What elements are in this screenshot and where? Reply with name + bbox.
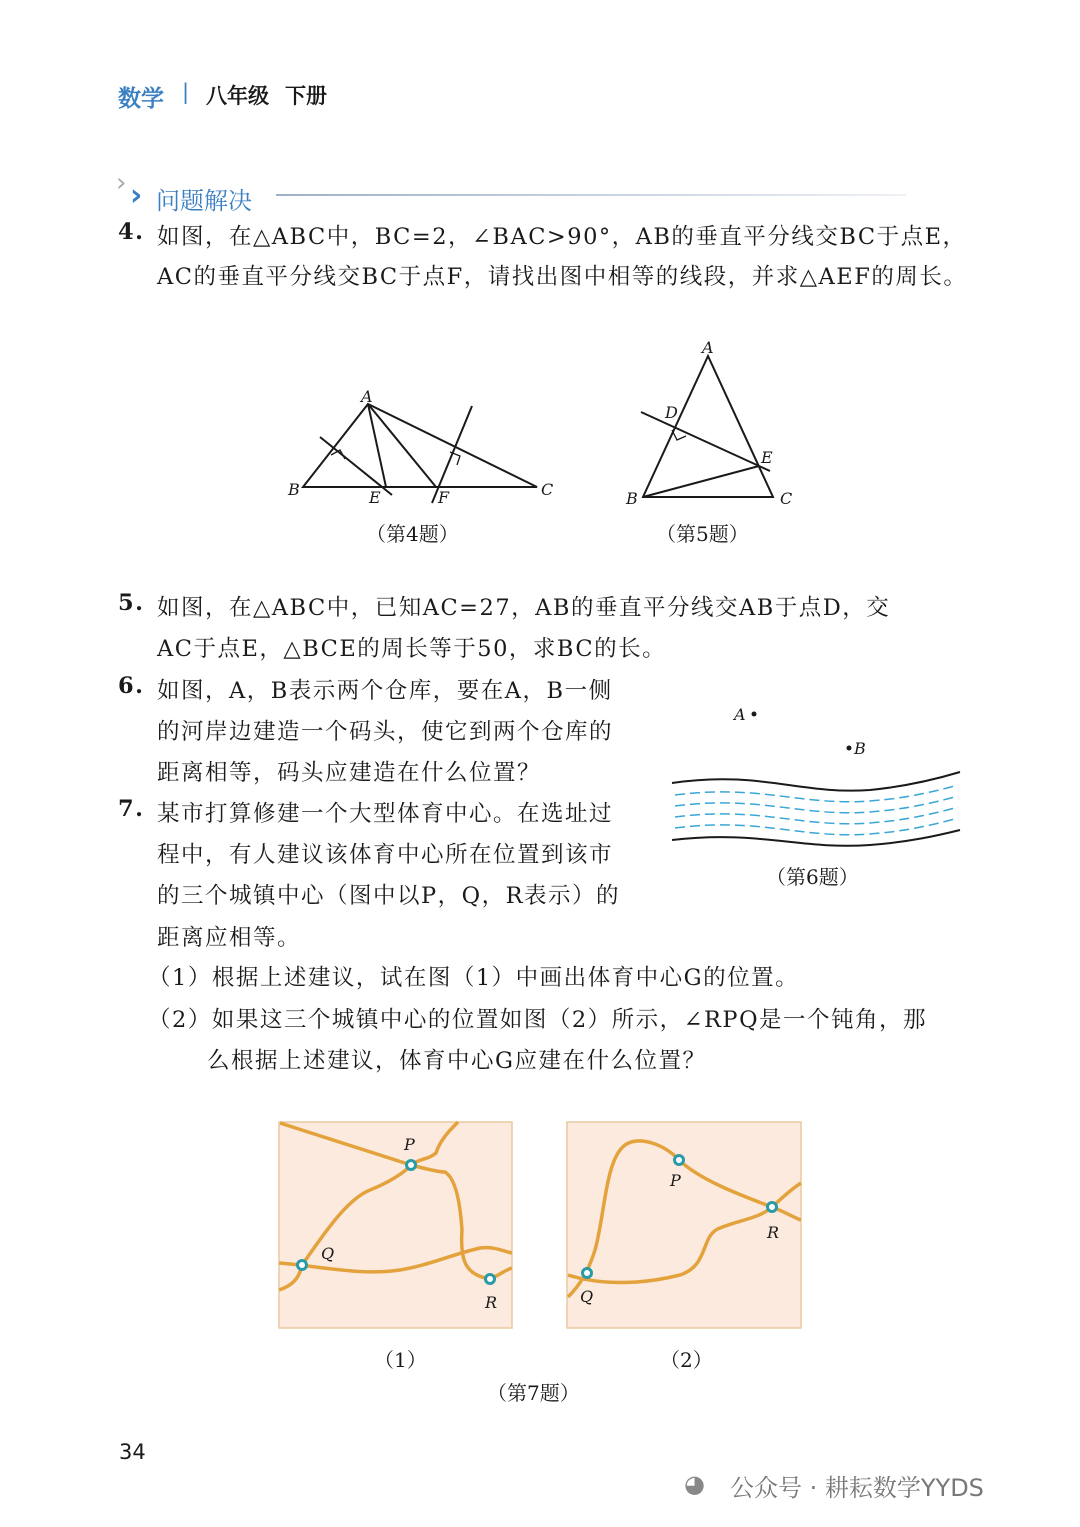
figure-7-map-1 (279, 1122, 512, 1328)
fig4-label-c: C (541, 480, 554, 499)
chevron-right-icon: › (130, 178, 143, 213)
fig7-1-label-q: Q (321, 1244, 335, 1263)
fig7-2-label-p: P (670, 1171, 681, 1190)
q6-line: 的河岸边建造一个码头，使它到两个仓库的 (157, 719, 614, 745)
warehouse-b-point (847, 746, 852, 751)
q7-line: 程中，有人建议该体育中心所在位置到该市 (157, 842, 614, 868)
q5-line: 如图，在△ABC中，已知AC=27，AB的垂直平分线交AB于点D，交 (157, 595, 891, 621)
q7-number: 7. (118, 796, 145, 822)
q6-line: 如图，A，B表示两个仓库，要在A，B一侧 (157, 678, 613, 704)
fig4-caption: （第4题） (366, 522, 459, 546)
q7-sub-question: （1）根据上述建议，试在图（1）中画出体育中心G的位置。 (148, 965, 800, 991)
fig4-label-a: A (361, 387, 373, 406)
fig7-caption: （第7题） (487, 1381, 580, 1405)
q7-sub-question: （2）如果这三个城镇中心的位置如图（2）所示，∠RPQ是一个钝角，那 (148, 1007, 928, 1033)
town-p-marker (675, 1156, 684, 1165)
q7-line: 的三个城镇中心（图中以P，Q，R表示）的 (157, 883, 621, 909)
header-separator: | (182, 80, 190, 104)
fig7-sub1-caption: （1） (374, 1348, 427, 1372)
fig5-label-a: A (702, 338, 714, 357)
fig5-label-e: E (761, 448, 773, 467)
chevron-right-icon: › (116, 168, 127, 198)
page-number: 34 (119, 1440, 146, 1464)
warehouse-a-point (752, 712, 757, 717)
fig4-label-b: B (288, 480, 300, 499)
fig4-label-e: E (369, 488, 381, 507)
figure-6-river (672, 772, 960, 846)
q6-number: 6. (118, 673, 145, 699)
fig7-1-label-p: P (404, 1135, 415, 1154)
fig6-label-a: A (734, 705, 746, 724)
town-q-marker (583, 1269, 592, 1278)
q7-line: 距离应相等。 (157, 925, 302, 951)
wechat-icon: ◕ (684, 1470, 705, 1498)
figure-4 (303, 404, 537, 503)
fig6-caption: （第6题） (766, 865, 859, 889)
q6-line: 距离相等，码头应建造在什么位置？ (157, 760, 542, 786)
subject-label: 数学 (118, 86, 164, 112)
fig7-sub2-caption: （2） (660, 1348, 713, 1372)
q4-line: 如图，在△ABC中，BC=2，∠BAC>90°，AB的垂直平分线交BC于点E， (157, 224, 967, 250)
fig5-caption: （第5题） (656, 522, 749, 546)
town-r-marker (768, 1203, 777, 1212)
watermark: 公众号 · 耕耘数学YYDS (730, 1474, 984, 1502)
town-p-marker (407, 1161, 416, 1170)
fig7-1-label-r: R (485, 1293, 498, 1312)
fig7-2-label-q: Q (580, 1287, 594, 1306)
q4-number: 4. (118, 219, 145, 245)
town-r-marker (486, 1275, 495, 1284)
fig5-label-d: D (665, 403, 678, 422)
grade-label: 八年级 (206, 84, 269, 108)
town-q-marker (298, 1261, 307, 1270)
figure-7-map-2 (567, 1122, 801, 1328)
volume-label: 下册 (285, 84, 327, 108)
fig5-label-c: C (780, 489, 793, 508)
q7-sub-question: 么根据上述建议，体育中心G应建在什么位置？ (207, 1048, 707, 1074)
fig4-label-f: F (438, 488, 450, 507)
fig6-label-b: B (854, 739, 866, 758)
q7-line: 某市打算修建一个大型体育中心。在选址过 (157, 801, 614, 827)
figure-5 (641, 356, 773, 497)
fig7-2-label-r: R (767, 1223, 780, 1242)
section-title: 问题解决 (156, 187, 252, 215)
q5-line: AC于点E，△BCE的周长等于50，求BC的长。 (157, 636, 667, 662)
q5-number: 5. (118, 590, 145, 616)
fig5-label-b: B (626, 489, 638, 508)
q4-line: AC的垂直平分线交BC于点F，请找出图中相等的线段，并求△AEF的周长。 (157, 264, 968, 290)
